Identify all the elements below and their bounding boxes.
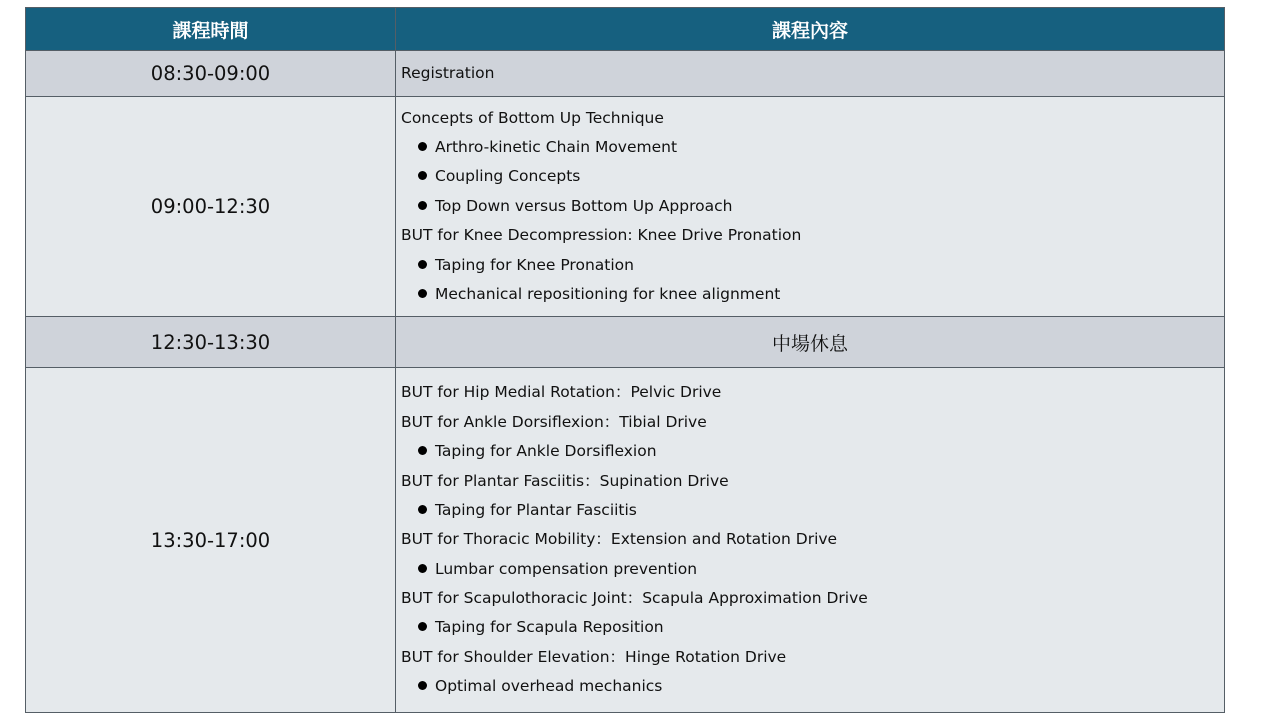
bullet-icon [418, 622, 427, 631]
bullet-icon [418, 260, 427, 269]
content-line: BUT for Plantar Fasciitis：Supination Drive [401, 471, 729, 490]
content-line: BUT for Knee Decompression: Knee Drive Pronation [401, 226, 802, 245]
bullet-text: Top Down versus Bottom Up Approach [435, 196, 733, 215]
content-line: BUT for Scapulothoracic Joint：Scapula Approximation Drive [401, 589, 868, 608]
content-bullet-line [401, 280, 1224, 309]
row-content [396, 97, 1225, 317]
bullet-icon [418, 201, 427, 210]
content-bullet-line [401, 437, 1224, 466]
bullet-icon [418, 171, 427, 180]
schedule-row-break [26, 317, 1225, 368]
header-time: 課程時間 [26, 8, 396, 51]
bullet-icon [418, 564, 427, 573]
row-time: 12:30-13:30 [26, 317, 396, 368]
content-line: BUT for Shoulder Elevation：Hinge Rotation Drive [401, 647, 787, 666]
content-bullet-line [401, 162, 1224, 191]
bullet-icon [418, 446, 427, 455]
row-content [396, 368, 1225, 713]
schedule-table [25, 7, 1225, 713]
schedule-row-registration [26, 51, 1225, 97]
bullet-icon [418, 681, 427, 690]
schedule-row-afternoon [26, 368, 1225, 713]
row-time: 08:30-09:00 [26, 51, 396, 97]
break-label: 中場休息 [396, 317, 1225, 368]
row-content [396, 51, 1225, 97]
bullet-text: Lumbar compensation prevention [435, 559, 698, 578]
bullet-text: Arthro-kinetic Chain Movement [435, 138, 678, 157]
content-line: BUT for Ankle Dorsiflexion：Tibial Drive [401, 412, 707, 431]
bullet-text: Coupling Concepts [435, 167, 581, 186]
bullet-text: Taping for Knee Pronation [435, 255, 634, 274]
bullet-icon [418, 142, 427, 151]
content-bullet-line [401, 555, 1224, 584]
bullet-text: Taping for Plantar Fasciitis [435, 500, 637, 519]
schedule-row-morning [26, 97, 1225, 317]
content-line: Concepts of Bottom Up Technique [401, 108, 664, 127]
header-content: 課程內容 [396, 8, 1225, 51]
bullet-icon [418, 289, 427, 298]
bullet-icon [418, 505, 427, 514]
row-time: 13:30-17:00 [26, 368, 396, 713]
bullet-text: Taping for Scapula Reposition [435, 618, 664, 637]
content-line: BUT for Hip Medial Rotation：Pelvic Drive [401, 383, 722, 402]
row-time: 09:00-12:30 [26, 97, 396, 317]
bullet-text: Mechanical repositioning for knee alignment [435, 284, 781, 303]
bullet-text: Taping for Ankle Dorsiflexion [435, 442, 657, 461]
content-bullet-line [401, 613, 1224, 642]
bullet-text: Optimal overhead mechanics [435, 677, 663, 696]
content-line: Registration [401, 63, 495, 82]
content-bullet-line [401, 672, 1224, 701]
content-bullet-line [401, 192, 1224, 221]
content-line: BUT for Thoracic Mobility：Extension and Rotation Drive [401, 530, 838, 549]
header-row [26, 8, 1225, 51]
content-bullet-line [401, 496, 1224, 525]
content-bullet-line [401, 251, 1224, 280]
content-bullet-line [401, 133, 1224, 162]
